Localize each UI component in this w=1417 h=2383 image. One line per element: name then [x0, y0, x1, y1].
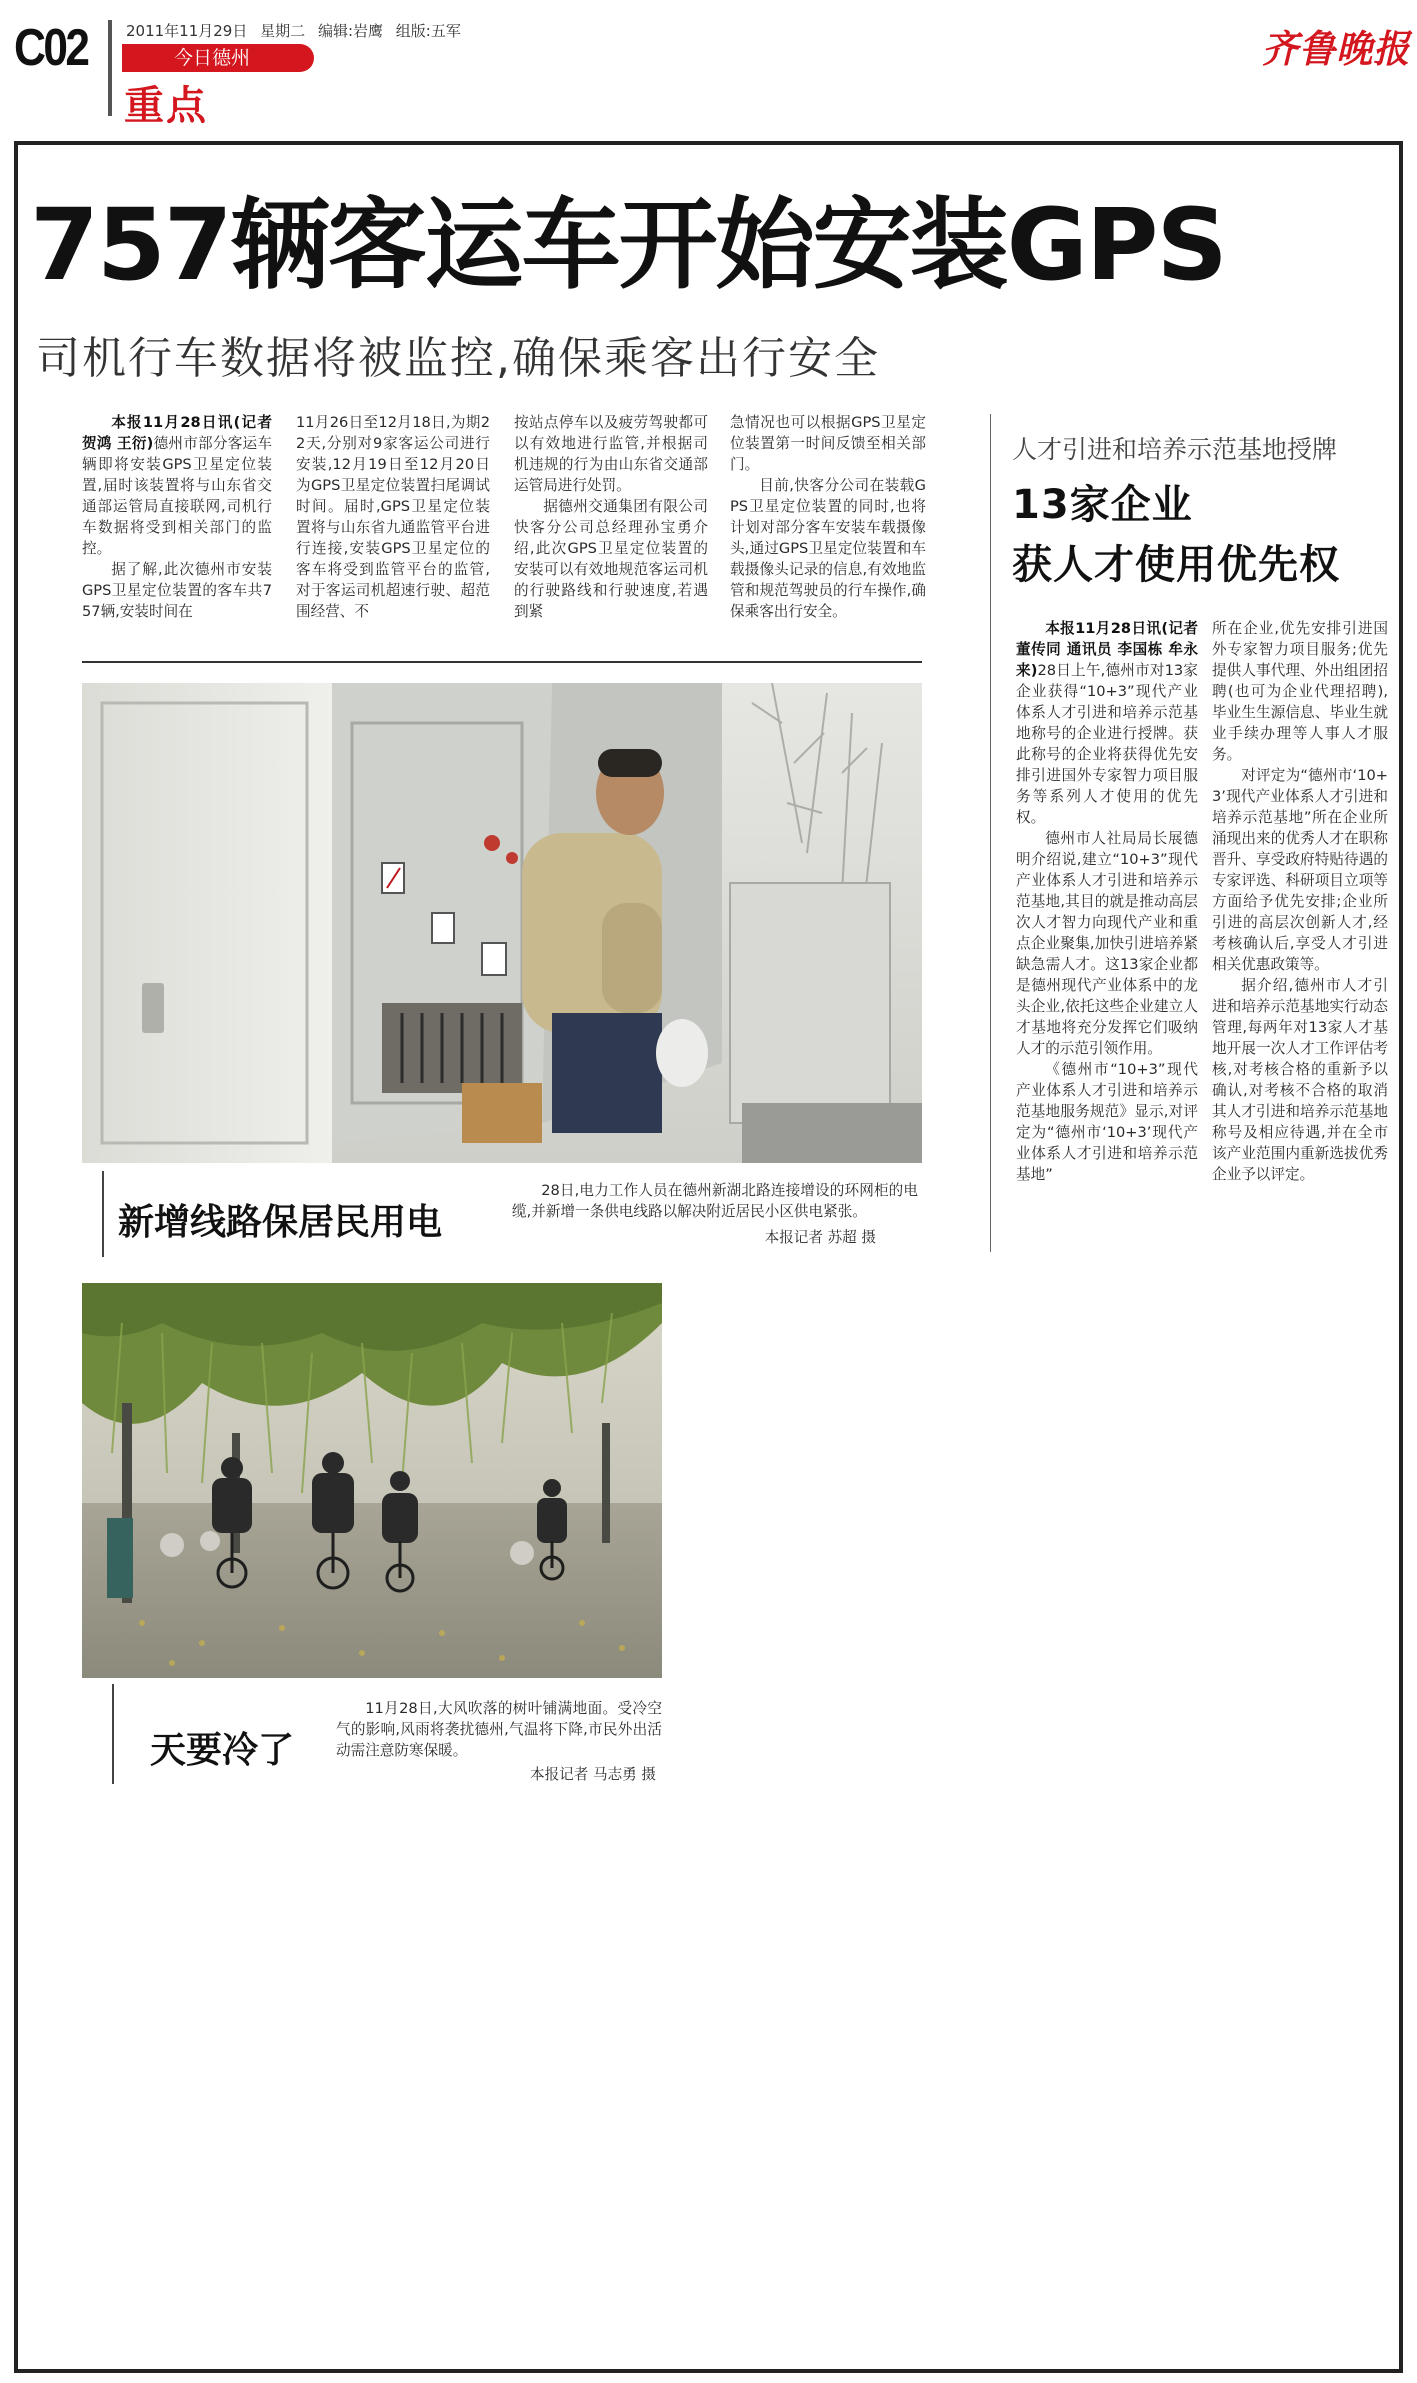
- side-column-2: [1212, 618, 1388, 1185]
- lead-headline: 757辆客运车开始安装GPS: [30, 188, 1226, 303]
- lead-column-1: [82, 412, 272, 622]
- side-col1-p2: 德州市人社局局长展德明介绍说,建立“10+3”现代产业体系人才引进和培养示范基地,其目的就是推动高层次人才智力向现代产业和重点企业聚集,加快引进培养紧缺急需人才。这13家企业都是德州现代产业体系中的龙头企业,依托这些企业建立人才基地将充分发挥它们吸纳人才的示范引领作用。: [1016, 830, 1198, 1057]
- lead-col4-p2: 目前,快客分公司在装载GPS卫星定位装置的同时,也将计划对部分客车安装车载摄像头,通过GPS卫星定位装置和车载摄像头记录的信息,有效地监管和规范驾驶员的行车操作,确保乘客出行安全。: [730, 477, 926, 620]
- frame-left: [14, 141, 18, 2373]
- section-tag: 今日德州: [122, 44, 314, 72]
- side-column-1: [1016, 618, 1198, 1185]
- lead-col1-p2: 据了解,此次德州市安装GPS卫星定位装置的客车共757辆,安装时间在: [82, 561, 272, 620]
- side-col2-p3: 据介绍,德州市人才引进和培养示范基地实行动态管理,每两年对13家人才基地开展一次人才工作评估考核,对考核合格的重新予以确认,对考核不合格的取消其人才引进和培养示范基地称号及相应待遇,并在全市该产业范围内重新选拔优秀企业予以评定。: [1212, 977, 1388, 1183]
- side-story-title-line2: 获人才使用优先权: [1012, 542, 1340, 588]
- editor-credit: 编辑:岩鹰: [317, 22, 383, 40]
- header-meta: [126, 20, 461, 41]
- lead-subheadline: 司机行车数据将被监控,确保乘客出行安全: [36, 333, 880, 384]
- lead-col2-p1: 11月26日至12月18日,为期22天,分别对9家客运公司进行安装,12月19日至12月20日为GPS卫星定位装置扫尾调试时间。届时,GPS卫星定位装置将与山东省九通监管平台进行连接,安装GPS卫星定位的客车将受到监管平台的监管,对于客运司机超速行驶、超范围经营、不: [296, 414, 490, 620]
- photo1-caption-text: 28日,电力工作人员在德州新湖北路连接增设的环网柜的电缆,并新增一条供电线路以解决附近居民小区供电紧张。: [512, 1182, 918, 1220]
- photo2-title: 天要冷了: [150, 1730, 295, 1771]
- side-col1-p3: 《德州市“10+3”现代产业体系人才引进和培养示范基地服务规范》显示,对评定为“德州市‘10+3’现代产业体系人才引进和培养示范基地”: [1016, 1061, 1198, 1183]
- issue-weekday: 星期二: [260, 22, 306, 40]
- autumn-street-photo: [82, 1283, 662, 1678]
- section-title: 重点: [124, 83, 208, 129]
- newspaper-masthead: 齐鲁晚报: [1262, 26, 1411, 71]
- photo2-credit: 本报记者 马志勇 摄: [529, 1766, 656, 1783]
- lead-column-3: [514, 412, 708, 622]
- side-story-label: 人才引进和培养示范基地授牌: [1012, 435, 1338, 464]
- frame-bottom: [14, 2369, 1403, 2373]
- side-byline: 本报11月28日讯(记者 董传同 通讯员 李国栋 牟永来): [1016, 620, 1198, 679]
- lead-col4-p1: 急情况也可以根据GPS卫星定位装置第一时间反馈至相关部门。: [730, 414, 926, 473]
- side-story-divider: [990, 414, 991, 1252]
- side-col1-p1: 28日上午,德州市对13家企业获得“10+3”现代产业体系人才引进和培养示范基地称号的企业进行授牌。获此称号的企业将获得优先安排引进国外专家智力项目服务等系列人才使用的优先权。: [1016, 662, 1199, 826]
- header-divider: [108, 20, 112, 116]
- electrician-photo-illustration: [82, 683, 922, 1163]
- lead-col3-p2: 据德州交通集团有限公司快客分公司总经理孙宝勇介绍,此次GPS卫星定位装置的安装可以有效地规范客运司机的行驶路线和行驶速度,若遇到紧: [514, 498, 708, 620]
- photo1-credit: 本报记者 苏超 摄: [764, 1229, 876, 1246]
- lead-story-rule: [82, 661, 922, 663]
- layout-credit: 组版:五军: [395, 22, 461, 40]
- autumn-street-photo-illustration: [82, 1283, 662, 1678]
- side-col2-p1: 所在企业,优先安排引进国外专家智力项目服务;优先提供人事代理、外出组团招聘(也可为企业代理招聘),毕业生生源信息、毕业生就业手续办理等人事人才服务。: [1212, 620, 1388, 763]
- frame-top: [14, 141, 1403, 145]
- side-col2-p2: 对评定为“德州市‘10+3’现代产业体系人才引进和培养示范基地”所在企业所涌现出来的优秀人才在职称晋升、享受政府特贴待遇的专家评选、科研项目立项等方面给予优先安排;企业所引进的高层次创新人才,经考核确认后,享受人才引进相关优惠政策等。: [1212, 767, 1388, 973]
- photo2-caption: [336, 1698, 662, 1761]
- lead-col3-p1: 按站点停车以及疲劳驾驶都可以有效地进行监管,并根据司机违规的行为由山东省交通部运管局进行处罚。: [514, 414, 708, 494]
- photo1-caption-bar: [102, 1171, 104, 1257]
- issue-date: 2011年11月29日: [126, 22, 248, 40]
- photo1-caption: [512, 1180, 918, 1222]
- lead-byline: 本报11月28日讯(记者 贺鸿 王衍): [82, 414, 272, 452]
- frame-right: [1399, 141, 1403, 2373]
- side-story-title-line1: 13家企业: [1012, 482, 1193, 528]
- electrician-photo: [82, 683, 922, 1163]
- photo2-caption-text: 11月28日,大风吹落的树叶铺满地面。受冷空气的影响,风雨将袭扰德州,气温将下降,市民外出活动需注意防寒保暖。: [336, 1700, 662, 1759]
- lead-col1-p1: 德州市部分客运车辆即将安装GPS卫星定位装置,届时该装置将与山东省交通部运管局直接联网,司机行车数据将受到相关部门的监控。: [82, 435, 272, 557]
- page-code: C02: [14, 19, 88, 77]
- photo1-title: 新增线路保居民用电: [118, 1202, 443, 1243]
- photo2-caption-bar: [112, 1684, 114, 1784]
- lead-column-2: [296, 412, 490, 622]
- lead-column-4: [730, 412, 926, 622]
